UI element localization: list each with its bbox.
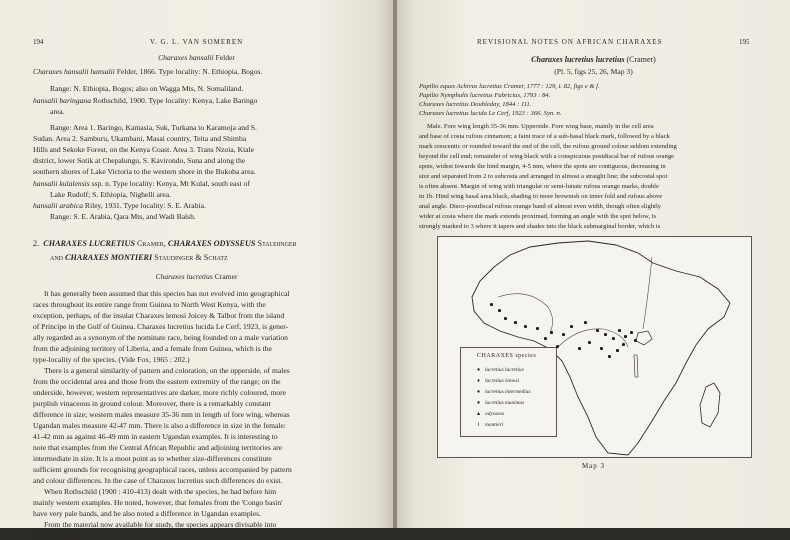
hansalii-range-2-line: southern shores of Lake Victoria to the western shore in the Bukoba area.	[33, 167, 256, 176]
lucretius-body-line: type-locality of the species. (Vide Fox, 1965 : 202.)	[33, 355, 190, 364]
hansalii-range-1: Range: N. Ethiopia, Bogos; also on Wagga Mts, N. Somaliland.	[50, 84, 244, 93]
lucretius-body-line: have very pale bands, and he also noted a difference in Ugandan examples.	[33, 509, 262, 518]
lucretius-lucretius-heading: Charaxes lucretius lucretius (Cramer)	[531, 55, 656, 64]
hansalii-citation: Charaxes hansalii hansalii Felder, 1866. Type locality: N. Ethiopia, Bogos.	[33, 67, 263, 76]
legend-label: lucretius lemosi	[485, 378, 520, 384]
baringana-citation: hansalii baringana Rothschild, 1900. Type locality: Kenya, Lake Baringo	[33, 96, 258, 105]
lucretius-body-line: purplish vinaceous in ground colour. Moreover, there is a remarkably constant	[33, 399, 271, 408]
legend-label: odysseus	[485, 411, 505, 417]
lucretius-body-line: underside, however, western representatives are darker, more richly coloured, more	[33, 388, 287, 397]
lucretius-body-line: Ugandan males measure 42-47 mm. There is also a difference in size in the female:	[33, 421, 286, 430]
arabica-citation: hansalii arabica Riley, 1931. Type locality: S. E. Arabia.	[33, 201, 206, 210]
legend-title: CHARAXES species	[477, 353, 537, 359]
lucretius-body-line: difference in size; western males measure 35-36 mm in length of fore wing, whereas	[33, 410, 290, 419]
legend-row	[475, 411, 504, 417]
lucretius-body-line: of Principe in the Gulf of Guinea. Charaxes lucretius lucida Le Cerf, 1923, is gener-	[33, 322, 289, 331]
legend-symbol: ●	[476, 367, 481, 373]
record-dot	[624, 335, 627, 338]
description-line: Male. Fore wing length 35-36 mm. Upperside. Fore wing base, mainly in the cell area	[427, 123, 654, 130]
legend-symbol: ●	[476, 389, 481, 395]
legend-row	[475, 422, 503, 428]
section-heading-line-1: 2. CHARAXES LUCRETIUS Cramer, CHARAXES ODYSSEUS Staudinger	[33, 239, 297, 248]
synonymy-line: Papilio Nymphalis lucretius Fabricius, 1793 : 84.	[419, 92, 551, 99]
lucretius-body-line: note that examples from the Central African Republic and adjoining territories are	[33, 443, 283, 452]
lucretius-body-line: mainly western examples. He noted, however, that females from the 'Congo basin'	[33, 498, 283, 507]
lucretius-body-line: and colour differences. In the case of Charaxes lucretius such differences do exist.	[33, 476, 283, 485]
record-dot	[622, 343, 625, 346]
lucretius-body-line: It has generally been assumed that this species has not evolved into geographical	[44, 289, 290, 298]
record-dot	[504, 317, 507, 320]
right-page	[397, 0, 790, 528]
distribution-map	[437, 236, 752, 458]
record-dot	[544, 337, 547, 340]
legend-row	[475, 400, 524, 406]
record-dot	[588, 341, 591, 344]
legend-symbol: ▲	[475, 411, 482, 417]
record-dot	[596, 329, 599, 332]
lucretius-body-line: ally regarded as a synonym of the nominate race, being founded on a male variation	[33, 333, 288, 342]
record-dot	[584, 321, 587, 324]
description-line: and base of costa rufous cinnamon; a faint trace of a sub-basal black mark, followed by a black	[419, 133, 670, 140]
record-dot	[618, 329, 621, 332]
legend-label: lucretius maximus	[485, 400, 525, 406]
description-line: strongly marked to 3 where it tapers and shades into the black submarginal border, which is	[419, 223, 661, 230]
arabica-range: Range: S. E. Arabia, Qara Mts, and Wadi Balsh.	[50, 212, 196, 221]
lucretius-body-line: 41-42 mm as against 46-49 mm in eastern Ugandan examples. It is interesting to	[33, 432, 278, 441]
legend-symbol: ●	[476, 400, 481, 406]
description-line: wider at costa where the mark extends proximad, forming an angle with the spot below, is	[419, 213, 657, 220]
lucretius-body-line: There is a general similarity of pattern and coloration, on the upperside, of males	[44, 366, 290, 375]
description-line: size and separated from 2 to subcosta and arranged in almost a straight line; the subcostal spot	[419, 173, 668, 180]
nile-river	[643, 257, 652, 329]
hansalii-range-2-line: Range: Area 1. Baringo, Kamasia, Suk, Turkana to Karamoja and S.	[50, 123, 257, 132]
right-page-number: 195	[739, 38, 750, 46]
section-heading-line-2: and CHARAXES MONTIERI Staudinger & Schatz	[50, 253, 228, 262]
hansalii-range-2-line: Sudan. Area 2. Samburu, Ukambani, Masai country, Teita and Shimba	[33, 134, 247, 143]
hansalii-heading: Charaxes hansalii Felder	[158, 53, 235, 62]
legend-row	[475, 389, 530, 395]
synonymy-line: Charaxes lucretius lucida Le Cerf, 1923 : 366. Syn. n.	[419, 110, 562, 117]
record-dot	[608, 355, 611, 358]
madagascar-outline	[700, 383, 720, 427]
record-dot	[604, 333, 607, 336]
lucretius-body-line: sufficient grounds for recognising geographical races, unless accompanied by pattern	[33, 465, 292, 474]
description-line: beyond the cell end; remainder of wing black with a conspicuous postdiscal bar of rufous orange	[419, 153, 675, 160]
record-dot	[634, 339, 637, 342]
map-caption: Map 3	[581, 462, 606, 470]
lucretius-heading: Charaxes lucretius Cramer	[155, 272, 238, 281]
hansalii-range-2-line: district, lower Sotik at Chepalungu, S. Kavirondo, Suna and along the	[33, 156, 246, 165]
hansalii-range-2-line: Hills and Sekoke Forest, on the Kenya Coast. Area 3. Trans Nzoia, Ktale	[33, 145, 255, 154]
baringana-citation-cont: area.	[50, 107, 65, 116]
right-running-head: REVISIONAL NOTES ON AFRICAN CHARAXES	[477, 38, 663, 46]
lucretius-body-line: from the adjoining territory of Liberia, and a female from Guinea, which is the	[33, 344, 272, 353]
record-dot	[550, 331, 553, 334]
record-dot	[514, 321, 517, 324]
legend-row	[475, 367, 524, 373]
description-line: is often absent. Margin of wing with triangular or semi-lunate rufous orange marks, double	[419, 183, 659, 190]
record-dot	[630, 331, 633, 334]
legend-label: lucretius intermedius	[485, 389, 531, 395]
record-dot	[490, 303, 493, 306]
description-line: in 1b. Hind wing basal area black, shading to more brownish on inner fold and rufous above	[419, 193, 663, 200]
lucretius-body-line: races throughout its entire range from Guinea to North West Kenya, with the	[33, 300, 266, 309]
description-line: spots, widest towards the hind margin, 4-5 mm, where the spots are contiguous, decreasing in	[419, 163, 666, 170]
lucretius-body-line: four subspecies.	[33, 531, 82, 540]
synonymy-line: Charaxes lucretius Doubleday, 1844 : 111.	[419, 101, 532, 108]
lake-tanganyika	[634, 355, 638, 377]
lake-victoria	[636, 331, 652, 345]
description-line: mark crescentic or rounded toward the end of the cell, the rufous ground colour seldom extending	[419, 143, 677, 150]
record-dot	[536, 327, 539, 330]
lucretius-body-line: from the occidental area and those from the eastern extremity of the range; on the	[33, 377, 281, 386]
record-dot	[612, 337, 615, 340]
record-dot	[562, 333, 565, 336]
record-dot	[570, 325, 573, 328]
plate-reference: (Pl. 5, figs 25, 26, Map 3)	[554, 67, 633, 76]
map-legend	[460, 347, 557, 437]
left-page-number: 194	[33, 38, 44, 46]
lucretius-body-line: From the material now available for study, the species appears divisable into	[44, 520, 277, 529]
record-dot	[578, 347, 581, 350]
legend-symbol: I	[477, 422, 480, 428]
kulalensis-citation-cont: Lake Rudolf; S. Ethiopia, Nighelli area.	[50, 190, 172, 199]
lucretius-body-line: intermediate in size. It is a moot point as to whether size-differences constitute	[33, 454, 272, 463]
left-page	[0, 0, 393, 540]
synonymy-line: Papilio eques Achivus lucretius Cramer, 1777 : 129, t. 82, figs e & f.	[419, 83, 600, 90]
record-dot	[498, 309, 501, 312]
record-dot	[524, 325, 527, 328]
legend-row	[475, 378, 519, 384]
lucretius-body-line: exception, perhaps, of the insular Charaxes lemosi Joicey & Talbot from the island	[33, 311, 285, 320]
lucretius-body-line: When Rothschild (1900 : 410-413) dealt with the species, he had before him	[44, 487, 277, 496]
kulalensis-citation: hansalii kulalensis ssp. n. Type locality: Kenya, Mt Kulal, south east of	[33, 179, 250, 188]
record-dot	[600, 347, 603, 350]
left-running-head: V. G. L. VAN SOMEREN	[149, 38, 244, 46]
description-line: anal angle. Disco-postdiscal rufous orange band of almost even width, though often slightly	[419, 203, 662, 210]
legend-label: lucretius lucretius	[485, 367, 524, 373]
record-dot	[616, 349, 619, 352]
legend-symbol: ♦	[477, 378, 480, 384]
legend-label: montieri	[485, 422, 504, 428]
record-dot	[556, 345, 559, 348]
